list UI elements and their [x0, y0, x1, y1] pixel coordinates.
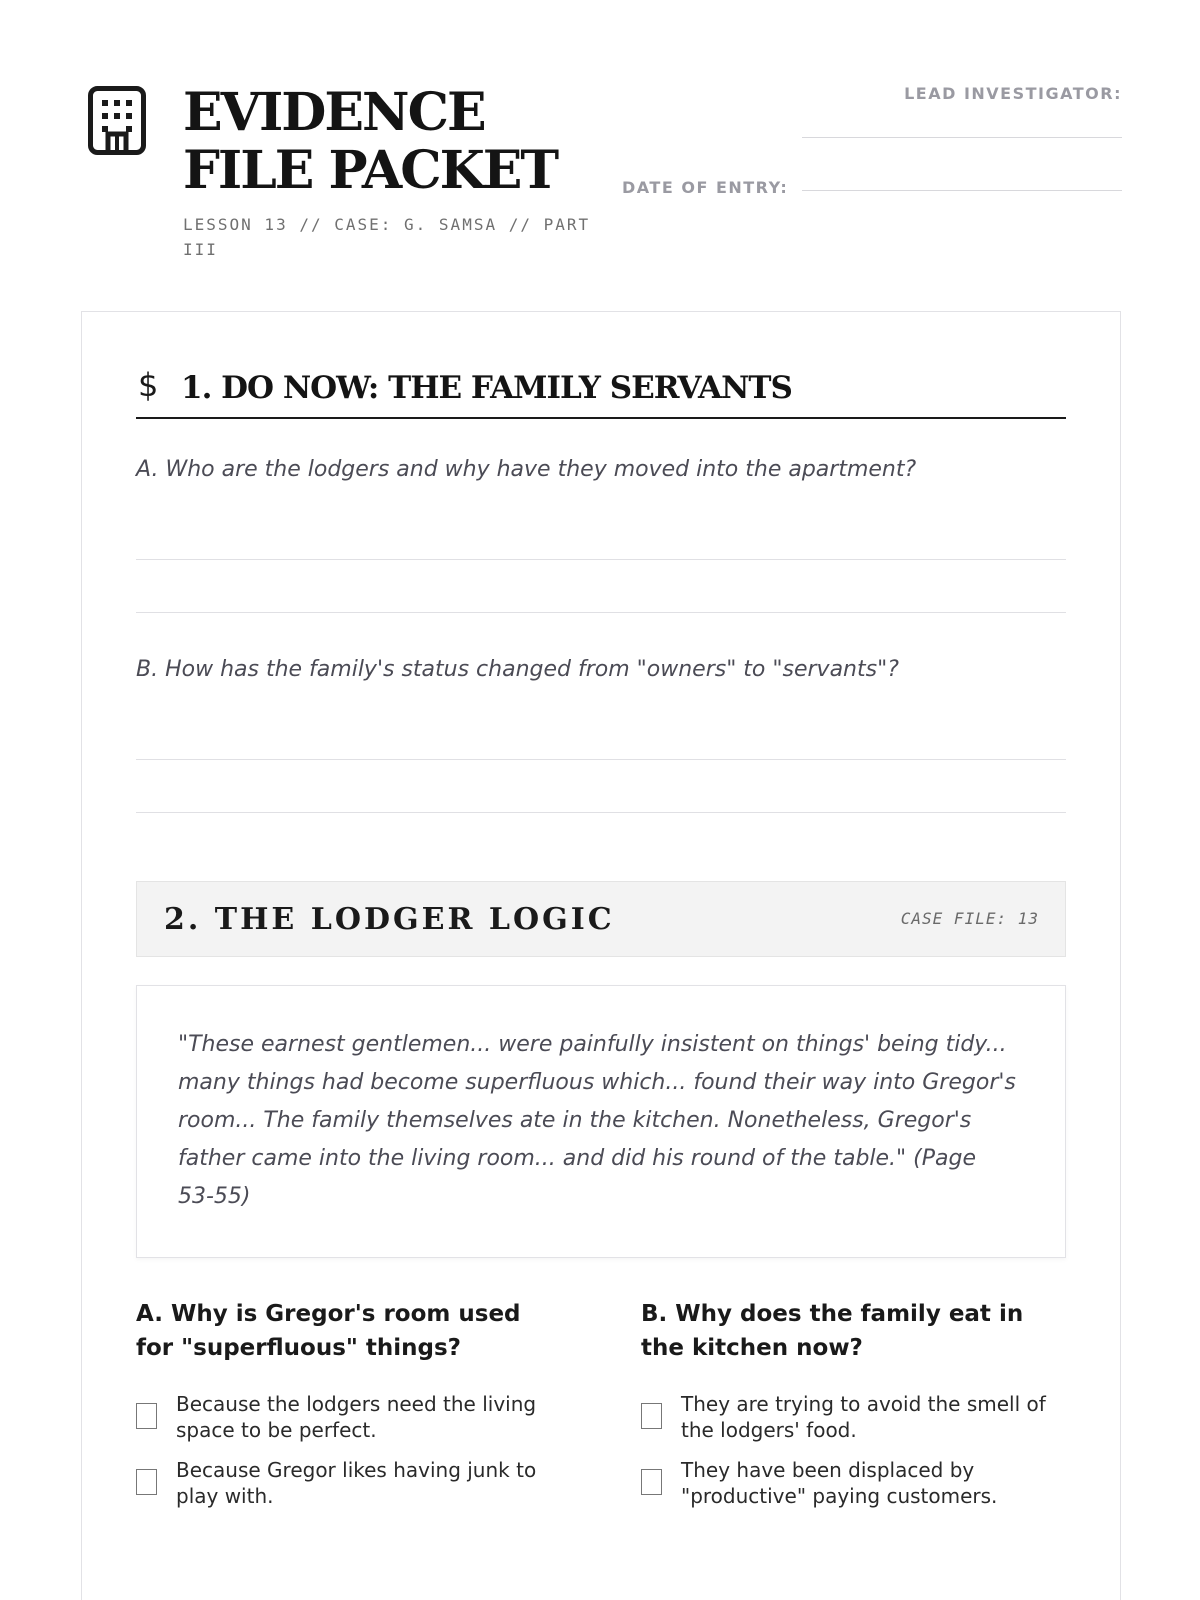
question-2b-text: B. Why does the family eat in the kitchen now?: [641, 1301, 1024, 1361]
option-label: They are trying to avoid the smell of the lodgers' food.: [681, 1392, 1046, 1442]
question-2b: [641, 1297, 1061, 1523]
option-label: They have been displaced by "productive" paying customers.: [681, 1458, 998, 1508]
option-label: Because the lodgers need the living space to be perfect.: [176, 1392, 537, 1442]
question-2a-text: A. Why is Gregor's room used for "superfluous" things?: [136, 1301, 521, 1361]
section-2-header: [136, 881, 1066, 957]
page-subtitle: LESSON 13 // CASE: G. SAMSA // PART III: [183, 215, 591, 259]
answer-line[interactable]: [136, 559, 1066, 560]
lead-investigator-field[interactable]: [802, 137, 1122, 138]
lead-investigator-label: LEAD INVESTIGATOR:: [904, 84, 1122, 103]
date-of-entry-label: DATE OF ENTRY:: [622, 178, 789, 197]
section-1-title: 1. DO NOW: THE FAMILY SERVANTS: [181, 370, 792, 406]
building-icon: [88, 86, 146, 158]
question-2a: [136, 1297, 556, 1523]
question-1b: B. How has the family's status changed from "owners" to "servants"?: [136, 657, 899, 682]
option-label: Because Gregor likes having junk to play with.: [176, 1458, 537, 1508]
option-item[interactable]: [136, 1457, 556, 1523]
dollar-icon: $: [138, 366, 159, 404]
answer-line[interactable]: [136, 612, 1066, 613]
checkbox[interactable]: [641, 1469, 662, 1495]
quote-box: [136, 985, 1066, 1258]
worksheet-card: [81, 311, 1121, 1600]
page-title: EVIDENCE FILE PACKET: [183, 82, 558, 201]
option-item[interactable]: [136, 1391, 556, 1457]
answer-line[interactable]: [136, 759, 1066, 760]
date-of-entry-field[interactable]: [802, 190, 1122, 191]
option-item[interactable]: [641, 1391, 1061, 1457]
checkbox[interactable]: [136, 1469, 157, 1495]
checkbox[interactable]: [136, 1403, 157, 1429]
option-item[interactable]: [641, 1457, 1061, 1523]
answer-line[interactable]: [136, 812, 1066, 813]
section-2-title: 2. THE LODGER LOGIC: [164, 902, 615, 937]
quote-text: "These earnest gentlemen... were painfully insistent on things' being tidy... many things had become superfluous which... found their way into Gregor's room... The family themselves ate in the kitchen. Nonetheless, Gregor's father came into the living room... and did his round of the table." (Page 53-55): [178, 1032, 1016, 1209]
checkbox[interactable]: [641, 1403, 662, 1429]
question-1a: A. Who are the lodgers and why have they moved into the apartment?: [136, 457, 917, 482]
section-1-header: [136, 364, 1066, 419]
page-header: [88, 84, 1122, 264]
case-file-label: CASE FILE: 13: [900, 909, 1039, 928]
